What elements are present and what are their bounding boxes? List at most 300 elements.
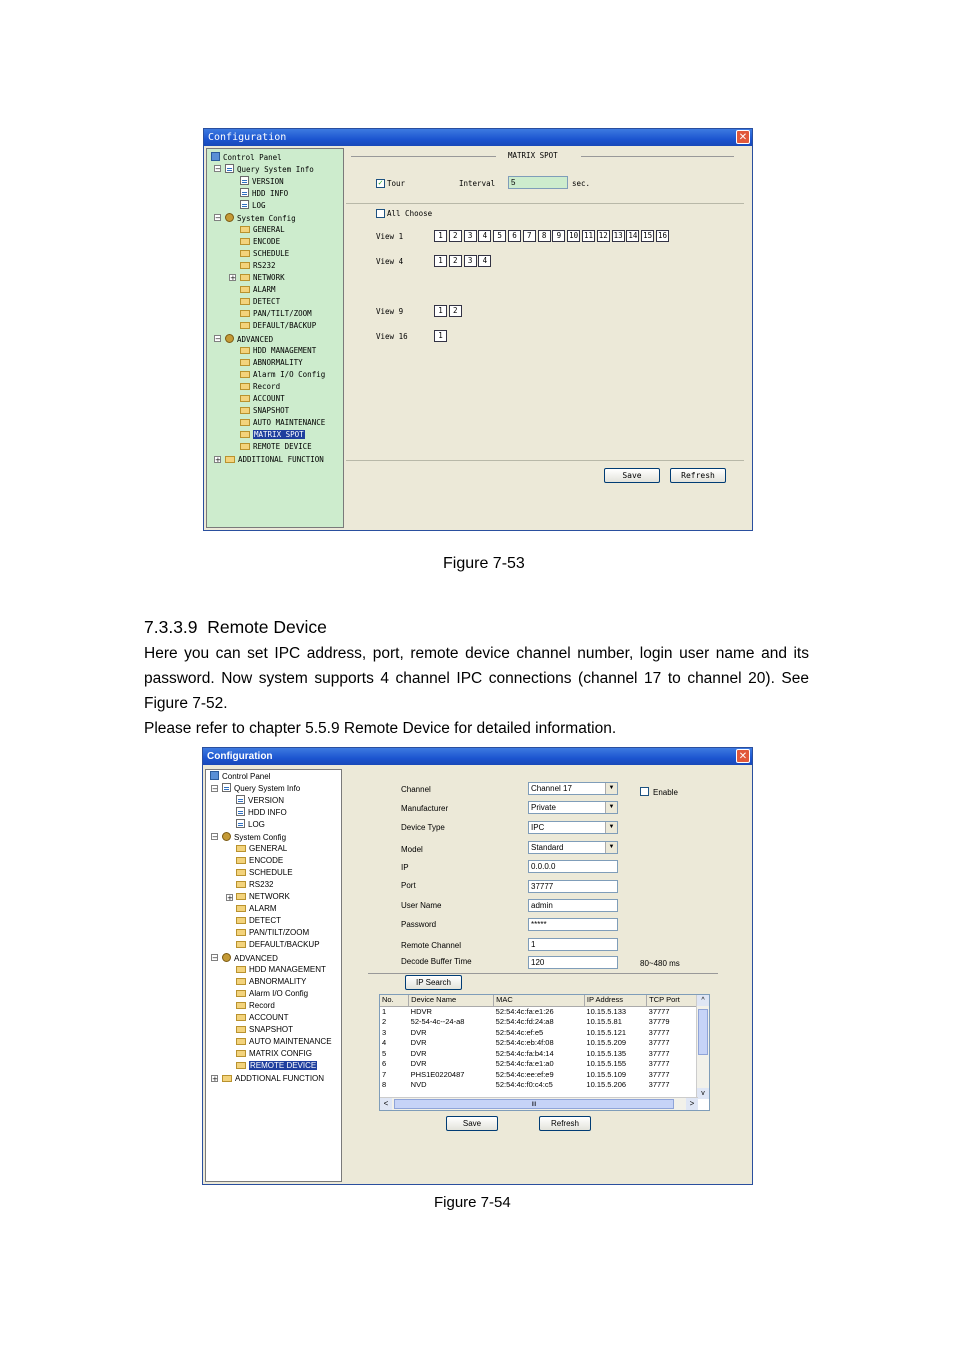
tree-label: ADVANCED <box>237 335 274 344</box>
divider <box>346 203 744 204</box>
tree-snapshot[interactable] <box>236 1025 293 1035</box>
tree-rs232[interactable] <box>240 261 276 271</box>
document-icon <box>240 200 249 209</box>
tree-log[interactable] <box>240 200 266 211</box>
tree-network[interactable] <box>240 273 285 283</box>
expand-icon[interactable]: + <box>215 456 221 464</box>
open-folder-icon <box>236 1062 246 1069</box>
chevron-down-icon: ▼ <box>605 842 617 853</box>
divider <box>368 973 718 974</box>
view1-boxes-box-12[interactable]: 12 <box>598 231 608 240</box>
view16-boxes-box-1[interactable]: 1 <box>434 330 447 342</box>
view1-boxes-box-11[interactable]: 11 <box>583 231 594 240</box>
tree-default-backup[interactable] <box>240 321 316 331</box>
tree-ptz[interactable] <box>240 309 312 319</box>
tree-label: HDD INFO <box>252 189 289 198</box>
tree-label: RS232 <box>253 261 276 270</box>
view1-label: View 1 <box>376 232 404 241</box>
tree-advanced[interactable] <box>225 334 273 345</box>
tree-account[interactable] <box>236 1013 289 1023</box>
tree-label: DETECT <box>249 916 281 925</box>
table-cell: 52:54:4c:ef:e5 <box>495 1027 544 1037</box>
chevron-down-icon: ▼ <box>605 783 617 794</box>
table-cell: 10.15.5.209 <box>586 1038 627 1047</box>
port-label: Port <box>401 881 416 890</box>
tree-system-config[interactable] <box>225 213 296 224</box>
tree-label: DEFAULT/BACKUP <box>253 321 317 330</box>
figure-caption-2: Figure 7-54 <box>434 1194 511 1211</box>
tree-control-panel[interactable] <box>210 771 270 782</box>
table-cell: 52-54-4c--24-a8 <box>410 1017 465 1026</box>
scroll-up-icon[interactable]: ^ <box>697 995 709 1006</box>
control-panel-icon <box>211 152 220 161</box>
tree-ptz[interactable] <box>236 928 309 938</box>
tree-record[interactable] <box>240 382 280 392</box>
body-paragraph: Here you can set IPC address, port, remote device channel number, login user name and its password. Now system supports 4 channel IPC connections (channel 17 to channel 20). See Figure 7-52. <box>144 645 809 712</box>
channel-select[interactable] <box>528 782 618 795</box>
chevron-down-icon: ▼ <box>605 822 617 833</box>
tree-hdd-info[interactable] <box>240 188 288 199</box>
folder-icon <box>236 869 246 876</box>
tree-label: Record <box>253 382 281 391</box>
device-type-value: IPC <box>531 823 545 832</box>
tree-label: ABNORMALITY <box>249 977 307 986</box>
tree-alarm[interactable] <box>240 285 276 295</box>
view4-boxes-box-3[interactable]: 3 <box>464 255 477 267</box>
tree-label: Control Panel <box>222 772 271 781</box>
tree-remote-device[interactable] <box>236 1061 317 1071</box>
folder-icon <box>240 262 250 269</box>
manufacturer-value: Private <box>531 803 556 812</box>
scroll-hthumb[interactable]: III <box>394 1099 674 1109</box>
folder-icon <box>236 990 246 997</box>
tree-label: NETWORK <box>253 273 285 282</box>
refresh-button[interactable]: Refresh <box>539 1116 591 1131</box>
body-paragraph: Please refer to chapter 5.5.9 Remote Device for detailed information. <box>144 720 617 737</box>
tree-label: HDD INFO <box>248 808 287 817</box>
tree-hdd-management[interactable] <box>240 346 316 356</box>
tree-version[interactable] <box>240 176 284 187</box>
tree-label: Control Panel <box>223 153 282 162</box>
password-input[interactable]: ***** <box>528 918 618 931</box>
decode-range: 80~480 ms <box>640 959 680 968</box>
horizontal-scrollbar[interactable] <box>380 1097 698 1110</box>
document-icon <box>236 807 245 816</box>
column-header[interactable]: No. <box>380 995 409 1006</box>
ip-label: IP <box>401 863 409 872</box>
view1-boxes-box-15[interactable]: 15 <box>643 231 653 240</box>
tree-record[interactable] <box>236 1001 275 1011</box>
control-panel-icon <box>210 771 219 780</box>
table-cell: 7 <box>382 1069 387 1079</box>
view1-boxes-box-6[interactable]: 6 <box>508 230 521 242</box>
model-value: Standard <box>531 843 564 852</box>
tree-log[interactable] <box>236 819 265 830</box>
tree-label: MATRIX CONFIG <box>249 1049 312 1058</box>
manufacturer-select[interactable] <box>528 801 618 814</box>
tree-label: GENERAL <box>253 225 285 234</box>
document-icon <box>236 819 245 828</box>
scroll-thumb[interactable] <box>698 1009 708 1055</box>
table-cell: DVR <box>410 1048 427 1058</box>
window-title: Configuration <box>203 748 752 765</box>
tree-label: Alarm I/O Config <box>253 370 326 379</box>
matrix-spot-window <box>203 128 753 531</box>
tree-query[interactable] <box>225 164 314 175</box>
remote-channel-input[interactable]: 1 <box>528 938 618 951</box>
folder-icon <box>240 238 250 245</box>
folder-icon <box>240 359 250 366</box>
tree-label: VERSION <box>252 177 284 186</box>
system-config-icon <box>225 213 234 222</box>
folder-icon <box>236 941 246 948</box>
tree-label: ALARM <box>249 904 277 913</box>
view9-boxes-box-1[interactable]: 1 <box>434 305 447 317</box>
view16-label: View 16 <box>376 332 408 341</box>
section-heading: 7.3.3.9 Remote Device <box>144 617 327 637</box>
view1-boxes-box-8[interactable]: 8 <box>538 230 551 242</box>
tree-additional[interactable] <box>225 455 324 465</box>
scroll-down-icon[interactable]: v <box>697 1088 709 1099</box>
view4-boxes-box-1[interactable]: 1 <box>434 255 447 267</box>
folder-icon <box>240 274 250 281</box>
tree-rs232[interactable] <box>236 880 273 890</box>
port-input[interactable]: 37777 <box>528 880 618 893</box>
tree-label: VERSION <box>248 796 285 805</box>
channel-label: Channel <box>401 785 431 794</box>
folder-icon <box>240 443 250 450</box>
table-cell: 52:54:4c:ee:ef:e9 <box>495 1069 554 1079</box>
table-cell: 8 <box>382 1080 387 1089</box>
table-cell: 37777 <box>648 1080 670 1089</box>
user-name-input[interactable]: admin <box>528 899 618 912</box>
table-cell: 10.15.5.135 <box>586 1048 627 1058</box>
table-row[interactable] <box>380 1006 698 1017</box>
view1-boxes-box-2[interactable]: 2 <box>449 230 462 242</box>
folder-icon <box>240 250 250 257</box>
folder-icon <box>236 917 246 924</box>
column-header[interactable]: MAC <box>494 995 585 1006</box>
tree-system-config[interactable] <box>222 832 286 843</box>
table-cell: 37779 <box>648 1017 670 1026</box>
query-icon <box>222 783 231 792</box>
divider <box>346 460 744 461</box>
tree-label: Alarm I/O Config <box>249 989 309 998</box>
tree-label: System Config <box>237 214 296 223</box>
save-button[interactable]: Save <box>604 468 660 483</box>
tree-label: Query System Info <box>237 165 314 174</box>
tree-abnormality[interactable] <box>236 977 306 987</box>
folder-icon <box>240 383 250 390</box>
tree-label: DEFAULT/BACKUP <box>249 940 320 949</box>
tree-remote-device[interactable] <box>240 442 312 452</box>
tree-label: AUTO MAINTENANCE <box>249 1037 332 1046</box>
matrix-panel <box>346 148 750 528</box>
table-cell: 37777 <box>648 1027 670 1037</box>
tree-label: AUTO MAINTENANCE <box>253 418 326 427</box>
view1-boxes-box-7[interactable]: 7 <box>523 230 536 242</box>
tree-schedule[interactable] <box>236 868 293 878</box>
folder-icon <box>236 1050 246 1057</box>
view1-boxes-box-3[interactable]: 3 <box>464 230 477 242</box>
folder-icon <box>236 1038 246 1045</box>
view1-boxes-box-1[interactable]: 1 <box>434 230 447 242</box>
folder-icon <box>240 419 250 426</box>
table-cell: HDVR <box>410 1006 432 1016</box>
ip-input[interactable]: 0.0.0.0 <box>528 860 618 873</box>
tree-auto-maintenance[interactable] <box>236 1037 332 1047</box>
table-cell: 1 <box>382 1006 387 1016</box>
decode-buffer-label: Decode Buffer Time <box>401 957 472 966</box>
tree-label-selected: REMOTE DEVICE <box>250 1061 317 1070</box>
tree-label-selected: MATRIX SPOT <box>254 430 304 439</box>
tree-hdd-management[interactable] <box>236 965 326 975</box>
table-header-row <box>380 995 698 1006</box>
interval-input[interactable]: 5 <box>508 176 568 189</box>
table-cell: 10.15.5.109 <box>586 1069 627 1079</box>
section-divider <box>581 156 734 157</box>
advanced-icon <box>225 334 234 343</box>
table-cell: 37777 <box>648 1038 670 1047</box>
document-icon <box>240 176 249 185</box>
expand-icon[interactable]: + <box>227 894 233 902</box>
tree-schedule[interactable] <box>240 249 289 259</box>
folder-icon <box>222 1075 232 1082</box>
view1-boxes-box-5[interactable]: 5 <box>493 230 506 242</box>
tree-label: PAN/TILT/ZOOM <box>249 928 310 937</box>
tour-checkbox[interactable]: ✓ <box>377 180 384 187</box>
view1-boxes-box-14[interactable]: 14 <box>628 231 638 240</box>
figure-caption-1: Figure 7-53 <box>443 555 525 572</box>
tree-network[interactable] <box>236 892 290 902</box>
table-cell: 10.15.5.133 <box>586 1006 627 1016</box>
folder-icon <box>236 881 246 888</box>
table-row[interactable] <box>380 1028 698 1039</box>
folder-icon <box>240 347 250 354</box>
table-row[interactable] <box>380 1059 698 1070</box>
table-cell: 52:54:4c:fa:b4:14 <box>495 1048 554 1058</box>
tree-query[interactable] <box>222 783 300 794</box>
folder-icon <box>236 1002 246 1009</box>
folder-icon <box>236 905 246 912</box>
tree-default-backup[interactable] <box>236 940 320 950</box>
tree-label: ADVANCED <box>234 954 278 963</box>
tree-label: Record <box>249 1001 275 1010</box>
scroll-left-icon[interactable]: < <box>380 1098 392 1110</box>
tree-label: SCHEDULE <box>253 249 290 258</box>
tree-general[interactable] <box>236 844 287 854</box>
tree-label: DETECT <box>253 297 281 306</box>
table-row[interactable] <box>380 1049 698 1060</box>
folder-icon <box>236 966 246 973</box>
table-cell: 52:54:4c:fd:24:a8 <box>495 1017 554 1026</box>
tree-label: SCHEDULE <box>249 868 293 877</box>
tree-account[interactable] <box>240 394 285 404</box>
table-cell: 52:54:4c:fa:e1:a0 <box>495 1059 554 1068</box>
tree-abnormality[interactable] <box>240 358 303 368</box>
tour-label: Tour <box>387 179 406 188</box>
collapse-icon[interactable]: − <box>212 785 218 793</box>
view1-boxes-box-16[interactable]: 16 <box>657 231 668 240</box>
model-select[interactable] <box>528 841 618 854</box>
section-title: MATRIX SPOT <box>508 151 558 160</box>
tree-label: ADDITIONAL FUNCTION <box>238 455 324 464</box>
view9-label: View 9 <box>376 307 404 316</box>
column-header[interactable]: TCP Port <box>647 995 698 1006</box>
folder-icon <box>236 845 246 852</box>
tree-label: ACCOUNT <box>253 394 285 403</box>
table-row[interactable] <box>380 1070 698 1081</box>
table-cell: 10.15.5.155 <box>586 1059 627 1068</box>
table-cell: DVR <box>410 1027 427 1037</box>
table-cell: PHS1E0220487 <box>410 1069 465 1079</box>
device-table-frame <box>379 994 710 1111</box>
remote-device-form <box>343 767 750 1182</box>
folder-icon <box>236 1014 246 1021</box>
advanced-icon <box>222 953 231 962</box>
tree-label: ADDTIONAL FUNCTION <box>235 1074 325 1083</box>
tree-label: RS232 <box>249 880 274 889</box>
vertical-scrollbar[interactable] <box>696 995 709 1099</box>
expand-icon[interactable]: + <box>230 274 236 282</box>
view1-boxes-box-4[interactable]: 4 <box>478 230 491 242</box>
tree-hdd-info[interactable] <box>236 807 287 818</box>
expand-icon[interactable]: + <box>212 1075 218 1083</box>
tree-alarm-io[interactable] <box>240 370 325 380</box>
table-cell: 37777 <box>648 1069 670 1079</box>
tree-matrix-config[interactable] <box>236 1049 312 1059</box>
view9-boxes-box-2[interactable]: 2 <box>449 305 462 317</box>
tree-version[interactable] <box>236 795 284 806</box>
tree-label: ENCODE <box>253 237 281 246</box>
interval-label: Interval <box>459 179 496 188</box>
folder-icon <box>240 407 250 414</box>
tree-matrix-spot[interactable] <box>240 430 305 440</box>
table-cell: 6 <box>382 1059 387 1068</box>
query-icon <box>225 164 234 173</box>
scroll-right-icon[interactable]: > <box>686 1098 698 1110</box>
remote-device-window <box>202 747 753 1185</box>
collapse-icon[interactable]: − <box>215 165 221 173</box>
tree-label: HDD MANAGEMENT <box>253 346 317 355</box>
folder-icon <box>236 978 246 985</box>
close-icon[interactable]: ✕ <box>736 749 750 763</box>
refresh-button[interactable]: Refresh <box>670 468 726 483</box>
tree-label: LOG <box>252 201 266 210</box>
device-type-label: Device Type <box>401 823 445 832</box>
folder-icon <box>236 857 246 864</box>
ip-search-button[interactable]: IP Search <box>405 975 462 990</box>
password-label: Password <box>401 920 437 929</box>
tree-label: HDD MANAGEMENT <box>249 965 326 974</box>
view4-label: View 4 <box>376 257 404 266</box>
view1-boxes-box-13[interactable]: 13 <box>613 231 623 240</box>
tree-detect[interactable] <box>240 297 280 307</box>
tree-label: SNAPSHOT <box>249 1025 294 1034</box>
tree-label: ALARM <box>253 285 276 294</box>
tree-detect[interactable] <box>236 916 281 926</box>
enable-label: Enable <box>653 788 678 797</box>
tree-alarm-io[interactable] <box>236 989 308 999</box>
user-name-label: User Name <box>401 901 442 910</box>
tree-snapshot[interactable] <box>240 406 289 416</box>
table-cell: 5 <box>382 1048 387 1058</box>
tree-label: ENCODE <box>249 856 284 865</box>
interval-unit: sec. <box>572 179 591 188</box>
tree-label: ACCOUNT <box>249 1013 289 1022</box>
table-cell: NVD <box>410 1080 427 1089</box>
config-tree <box>206 148 344 528</box>
table-row[interactable] <box>380 1038 698 1049</box>
window-title: Configuration <box>204 129 752 146</box>
folder-icon <box>240 371 250 378</box>
tree-control-panel[interactable] <box>211 152 282 163</box>
tree-additional[interactable] <box>222 1074 324 1084</box>
save-button[interactable]: Save <box>446 1116 498 1131</box>
table-cell: DVR <box>410 1038 427 1047</box>
table-body <box>380 1006 698 1091</box>
table-row[interactable] <box>380 1080 698 1091</box>
channel-value: Channel 17 <box>531 784 572 793</box>
view4-boxes-box-2[interactable]: 2 <box>449 255 462 267</box>
document-icon <box>240 188 249 197</box>
tree-alarm[interactable] <box>236 904 277 914</box>
table-cell: 4 <box>382 1038 387 1047</box>
table-cell: 52:54:4c:fa:e1:26 <box>495 1006 554 1016</box>
folder-icon <box>240 310 250 317</box>
open-folder-icon <box>240 431 250 438</box>
collapse-icon[interactable]: − <box>215 335 221 343</box>
collapse-icon[interactable]: − <box>212 954 218 962</box>
column-header[interactable]: IP Address <box>584 995 646 1006</box>
folder-icon <box>240 322 250 329</box>
tree-advanced[interactable] <box>222 953 278 964</box>
table-cell: 37777 <box>648 1048 670 1058</box>
collapse-icon[interactable]: − <box>215 214 221 222</box>
view1-boxes-box-10[interactable]: 10 <box>569 231 579 240</box>
tree-label: LOG <box>248 820 265 829</box>
tree-encode[interactable] <box>240 237 280 247</box>
tree-general[interactable] <box>240 225 285 235</box>
all-choose-checkbox[interactable] <box>376 209 385 218</box>
tree-encode[interactable] <box>236 856 283 866</box>
chevron-down-icon: ▼ <box>605 802 617 813</box>
table-cell: 52:54:4c:f0:c4:c5 <box>495 1080 553 1089</box>
table-cell: DVR <box>410 1059 427 1068</box>
view4-boxes-box-4[interactable]: 4 <box>478 255 491 267</box>
folder-icon <box>225 456 235 463</box>
manufacturer-label: Manufacturer <box>401 804 449 813</box>
device-type-select[interactable] <box>528 821 618 834</box>
table-cell: 37777 <box>648 1006 670 1016</box>
folder-icon <box>236 929 246 936</box>
decode-buffer-input[interactable]: 120 <box>528 956 618 969</box>
folder-icon <box>240 395 250 402</box>
table-cell: 3 <box>382 1027 387 1037</box>
tree-auto-maintenance[interactable] <box>240 418 325 428</box>
folder-icon <box>240 286 250 293</box>
enable-checkbox[interactable] <box>640 787 649 796</box>
tree-label: SNAPSHOT <box>253 406 290 415</box>
all-choose-label: All Choose <box>387 209 433 218</box>
close-icon[interactable]: ✕ <box>736 130 750 144</box>
tree-label: PAN/TILT/ZOOM <box>253 309 312 318</box>
table-row[interactable] <box>380 1017 698 1028</box>
column-header[interactable]: Device Name <box>409 995 494 1006</box>
view1-boxes-box-9[interactable]: 9 <box>552 230 565 242</box>
table-cell: 37777 <box>648 1059 670 1068</box>
collapse-icon[interactable]: − <box>212 833 218 841</box>
